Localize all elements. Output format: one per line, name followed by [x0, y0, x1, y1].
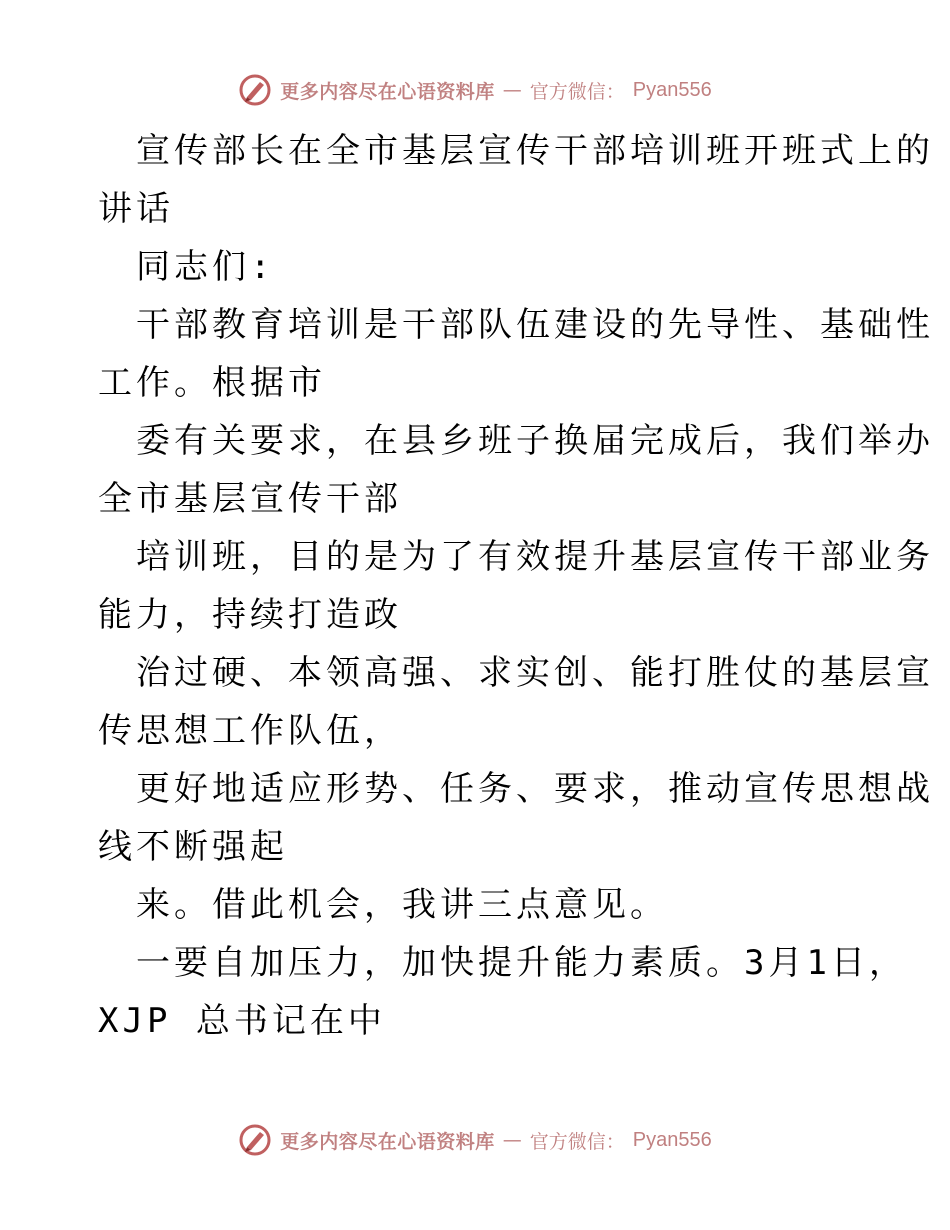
document-line: 传思想工作队伍， [98, 711, 402, 751]
document-body [98, 122, 934, 1050]
footer-watermark-dash: — [502, 1129, 522, 1151]
document-line: 委有关要求，在县乡班子换届完成后，我们举办 [136, 421, 934, 461]
document-line: 一要自加压力，加快提升能力素质。3月1日， [136, 943, 907, 983]
header-watermark [0, 70, 950, 110]
header-watermark-inner [238, 73, 712, 107]
document-line: 全市基层宣传干部 [98, 479, 402, 519]
document-line: 培训班，目的是为了有效提升基层宣传干部业务 [136, 537, 934, 577]
document-line: 来。借此机会，我讲三点意见。 [136, 885, 668, 925]
footer-wechat-label: 官方微信： [529, 1130, 625, 1153]
document-line: 线不断强起 [98, 827, 288, 867]
document-line: 宣传部长在全市基层宣传干部培训班开班式上的 [136, 131, 934, 171]
pen-circle-logo-icon [238, 1123, 272, 1157]
header-watermark-dash: — [502, 79, 522, 101]
document-line: 治过硬、本领高强、求实创、能打胜仗的基层宣 [136, 653, 934, 693]
header-wechat-id: Pyan556 [632, 78, 712, 101]
document-line: 同志们: [136, 247, 275, 287]
footer-watermark-inner [238, 1123, 712, 1157]
document-line: 工作。根据市 [98, 363, 326, 403]
document-line: 干部教育培训是干部队伍建设的先导性、基础性 [136, 305, 934, 345]
document-line: XJP 总书记在中 [98, 1001, 386, 1041]
header-watermark-text: 更多内容尽在心语资料库 [280, 80, 495, 103]
document-line: 更好地适应形势、任务、要求，推动宣传思想战 [136, 769, 934, 809]
pen-circle-logo-icon [238, 73, 272, 107]
footer-watermark [0, 1120, 950, 1160]
document-line: 讲话 [98, 189, 174, 229]
document-line: 能力，持续打造政 [98, 595, 402, 635]
header-wechat-label: 官方微信： [529, 80, 625, 103]
footer-wechat-id: Pyan556 [632, 1128, 712, 1151]
footer-watermark-text: 更多内容尽在心语资料库 [280, 1130, 495, 1153]
